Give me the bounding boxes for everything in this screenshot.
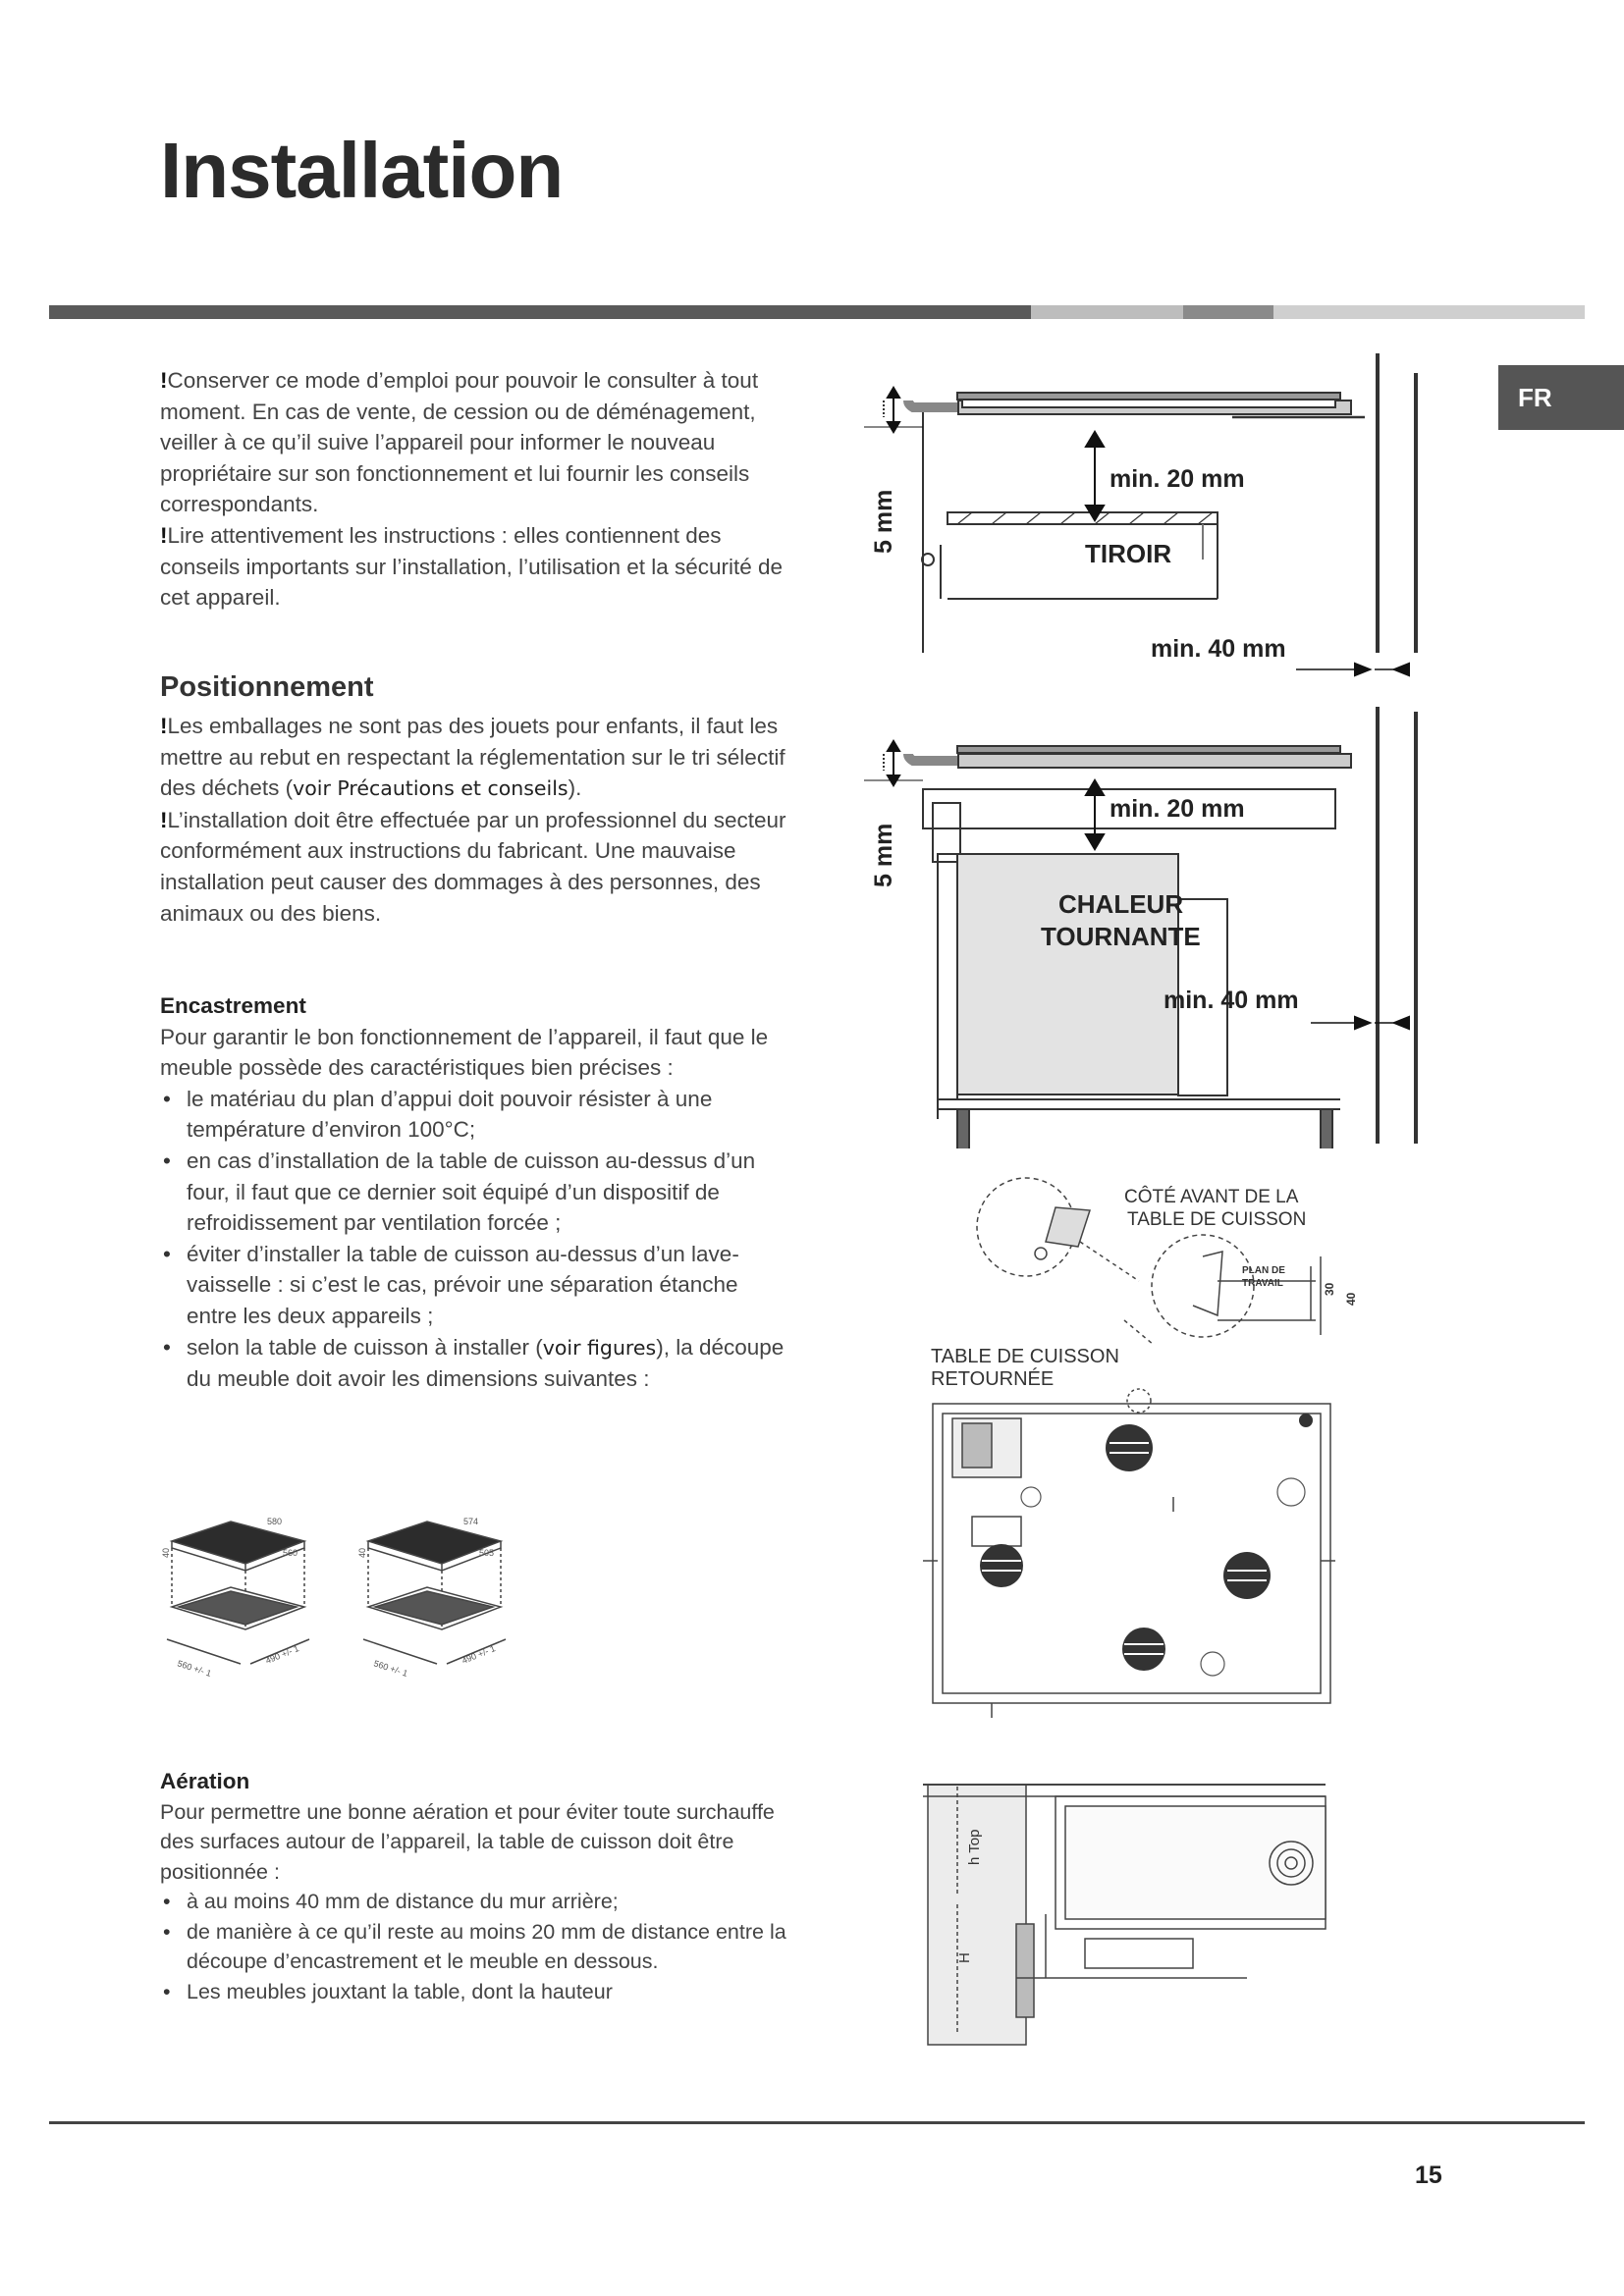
language-tab (1498, 365, 1624, 430)
drawer-clearance-diagram (864, 353, 1443, 687)
intro-text-2: Lire attentivement les instructions : elles contiennent des conseils importants sur l’installation, l’utilisation et la sécurité de cet appareil. (160, 522, 784, 611)
cutout-a-width: 580 (267, 1517, 283, 1526)
cutout-dimension-figures (157, 1517, 530, 1683)
positionnement-heading: Positionnement (160, 671, 374, 703)
dim-40-label: 40 (1344, 1292, 1358, 1306)
warning-icon: ! (160, 714, 168, 738)
cutout-b-width: 574 (463, 1517, 479, 1526)
header-bar-light (1031, 305, 1183, 319)
gap-label: 5 mm (870, 489, 897, 554)
cutout-a-cut-width: 560 +/- 1 (176, 1658, 213, 1679)
page-number: 15 (1415, 2162, 1442, 2189)
positionnement-text-2: L’installation doit être effectuée par un professionnel du secteur conformément aux instructions du fabricant. Une mauvaise installation peut causer des dommages à des personnes, des animaux ou des biens. (160, 807, 786, 926)
language-label: FR (1518, 382, 1552, 412)
intro-section (160, 365, 788, 614)
front-side-label-1: CÔTÉ AVANT DE LA (1124, 1187, 1299, 1207)
positionnement-paragraph-1 (160, 711, 788, 805)
height-section-diagram (923, 1767, 1335, 2061)
gap-label: 5 mm (870, 823, 897, 887)
cutout-a-height: 40 (161, 1547, 171, 1558)
aeration-intro: Pour permettre une bonne aération et pour éviter toute surchauffe des surfaces autour de l’appareil, la table de cuisson doit être positionnée : (160, 1799, 775, 1884)
list-item: • Les meubles jouxtant la table, dont la hauteur (160, 1977, 788, 2007)
cutout-b-cut-width: 560 +/- 1 (372, 1658, 409, 1679)
warning-icon: ! (160, 368, 168, 393)
list-item: • en cas d’installation de la table de cuisson au-dessus d’un four, il faut que ce dernier soit équipé d’un dispositif de refroidissement par ventilation forcée ; (160, 1146, 788, 1239)
page-title: Installation (160, 127, 564, 214)
hob-upside-down-label-2: RETOURNÉE (931, 1368, 1055, 1390)
h-label: H (956, 1952, 973, 1963)
encastrement-section (160, 990, 788, 1395)
cutout-b-cut-depth: 490 +/- 1 (460, 1643, 497, 1666)
header-bar-mid (1183, 305, 1273, 319)
encastrement-intro: Pour garantir le bon fonctionnement de l’appareil, il faut que le meuble possède des caractéristiques bien précises : (160, 1024, 769, 1081)
dim-30-label: 30 (1323, 1282, 1336, 1296)
front-side-label-2: TABLE DE CUISSON (1127, 1209, 1307, 1230)
cutout-figure-a (167, 1522, 309, 1664)
cutout-b-height: 40 (357, 1547, 367, 1558)
cutout-a-depth: 560 (283, 1548, 298, 1558)
cross-reference-link: voir Précautions et conseils (293, 776, 568, 801)
list-item: • le matériau du plan d’appui doit pouvoir résister à une température d’environ 100°C; (160, 1084, 788, 1146)
header-bar-dark (49, 305, 1031, 319)
min-top-label: min. 20 mm (1110, 465, 1245, 493)
footer-rule (49, 2121, 1585, 2124)
worktop-label-1: PLAN DE (1242, 1265, 1285, 1276)
h-top-label: h Top (966, 1829, 983, 1865)
aeration-section (160, 1767, 788, 2006)
list-item (160, 1332, 788, 1395)
warning-icon: ! (160, 807, 168, 832)
list-item: • de manière à ce qu’il reste au moins 20 mm de distance entre la découpe d’encastrement et le meuble en dessous. (160, 1917, 788, 1977)
list-item: • à au moins 40 mm de distance du mur arrière; (160, 1887, 788, 1917)
aeration-heading: Aération (160, 1769, 250, 1793)
positionnement-text-1a: Les emballages ne sont pas des jouets pour enfants, il faut les mettre au rebut en respectant la réglementation sur le tri sélectif des déchets ( (160, 714, 785, 801)
cross-reference-link: voir figures (542, 1335, 657, 1360)
oven-label-2: TOURNANTE (1041, 922, 1201, 951)
min-top-label: min. 20 mm (1110, 795, 1245, 823)
cutout-a-cut-depth: 490 +/- 1 (264, 1643, 300, 1666)
intro-paragraph-2 (160, 520, 788, 614)
header-bar-light-2 (1273, 305, 1585, 319)
intro-text-1: Conserver ce mode d’emploi pour pouvoir le consulter à tout moment. En cas de vente, de cession ou de déménagement, veiller à ce qu’il suive l’appareil pour informer le nouveau propriétaire sur son fonctionnement et lui fournir les conseils correspondants. (160, 368, 759, 517)
hob-bracket-diagram (923, 1173, 1375, 1762)
aeration-list (160, 1887, 788, 2006)
positionnement-text-1b: ). (568, 775, 582, 801)
positionnement-section (160, 669, 788, 929)
drawer-label: TIROIR (1085, 539, 1172, 568)
list-item-text-b: ), la découpe du meuble doit avoir les dimensions suivantes : (187, 1334, 785, 1392)
warning-icon: ! (160, 522, 168, 548)
min-back-label: min. 40 mm (1164, 987, 1299, 1014)
encastrement-heading: Encastrement (160, 993, 306, 1018)
hob-upside-down-label-1: TABLE DE CUISSON (931, 1346, 1119, 1367)
positionnement-paragraph-2 (160, 805, 788, 929)
cutout-b-depth: 505 (479, 1548, 495, 1558)
encastrement-list (160, 1084, 788, 1395)
oven-clearance-diagram (864, 707, 1443, 1148)
list-item: • éviter d’installer la table de cuisson au-dessus d’un lave-vaisselle : si c’est le cas, prévoir une séparation étanche entre les deux appareils ; (160, 1239, 788, 1332)
intro-paragraph-1 (160, 365, 788, 520)
min-back-label: min. 40 mm (1151, 635, 1286, 663)
worktop-label-2: TRAVAIL (1242, 1278, 1283, 1289)
cutout-figure-b (363, 1522, 506, 1664)
list-item-text-a: selon la table de cuisson à installer ( (187, 1334, 543, 1360)
oven-label-1: CHALEUR (1058, 889, 1184, 919)
